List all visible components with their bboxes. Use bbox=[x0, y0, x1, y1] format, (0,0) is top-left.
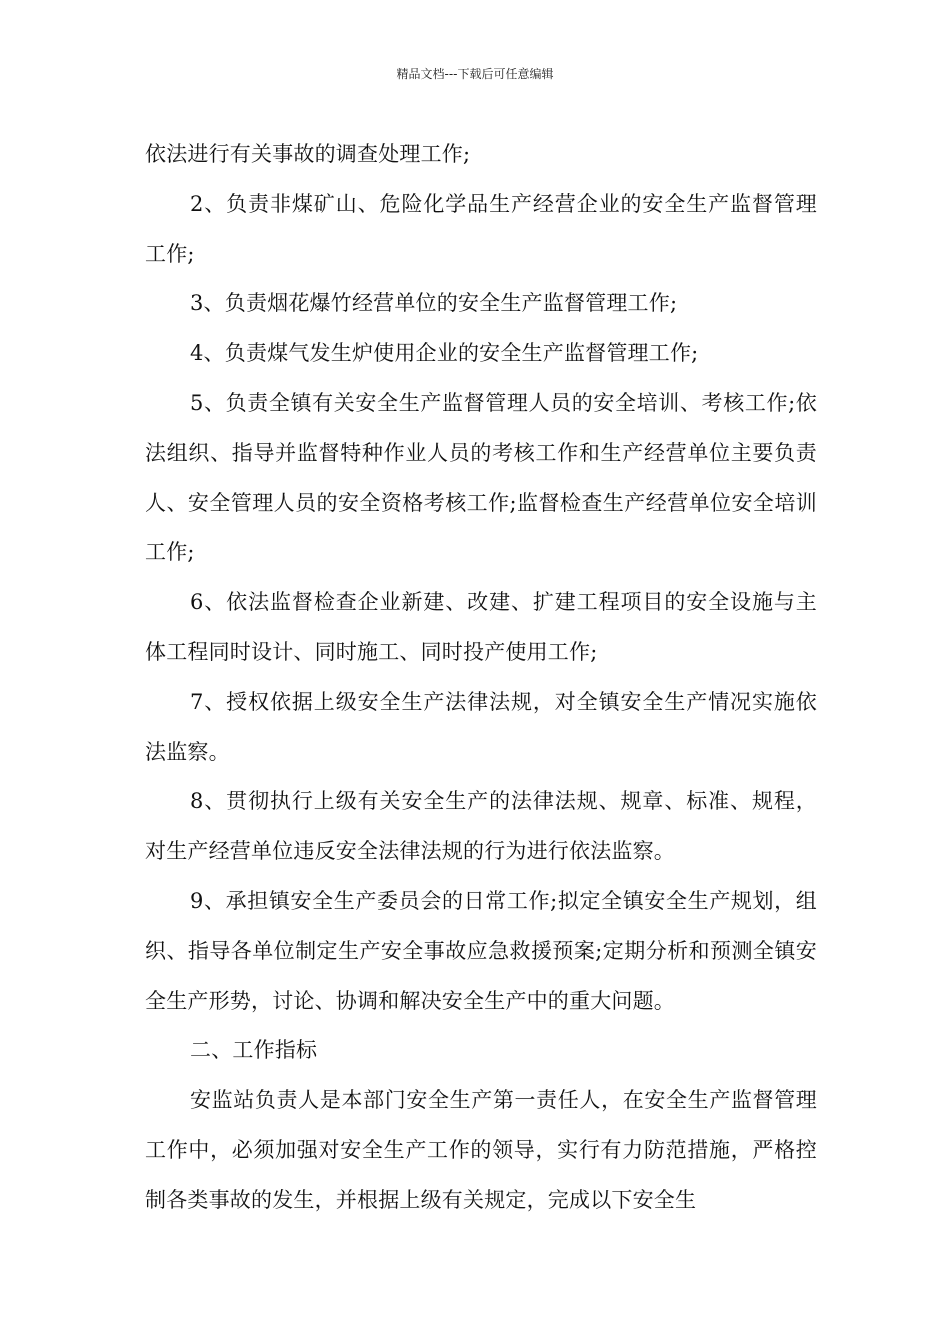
paragraph-item-3: 3、负责烟花爆竹经营单位的安全生产监督管理工作; bbox=[190, 291, 678, 316]
paragraph-item-2: 2、负责非煤矿山、危险化学品生产经营企业的安全生产监督管理工作; bbox=[145, 191, 817, 266]
paragraph-item-9: 9、承担镇安全生产委员会的日常工作;拟定全镇安全生产规划，组织、指导各单位制定生产安全事故应急救援预案;定期分析和预测全镇安全生产形势，讨论、协调和解决安全生产中的重大问题。 bbox=[145, 888, 817, 1013]
page-header: 精品文档---下载后可任意编辑 bbox=[396, 67, 554, 81]
paragraph-item-8: 8、贯彻执行上级有关安全生产的法律法规、规章、标准、规程，对生产经营单位违反安全法律法规的行为进行依法监察。 bbox=[145, 789, 817, 864]
paragraph-item-7: 7、授权依据上级安全生产法律法规，对全镇安全生产情况实施依法监察。 bbox=[145, 689, 817, 764]
paragraph-item-4: 4、负责煤气发生炉使用企业的安全生产监督管理工作; bbox=[190, 341, 699, 366]
section-heading: 二、工作指标 bbox=[190, 1038, 318, 1063]
paragraph-item-6: 6、依法监督检查企业新建、改建、扩建工程项目的安全设施与主体工程同时设计、同时施工、同时投产使用工作; bbox=[145, 590, 817, 664]
paragraph-item-5: 5、负责全镇有关安全生产监督管理人员的安全培训、考核工作;依法组织、指导并监督特种作业人员的考核工作和生产经营单位主要负责人、安全管理人员的安全资格考核工作;监督检查生产经营单位安全培训工作; bbox=[145, 390, 817, 565]
paragraph-work-targets: 安监站负责人是本部门安全生产第一责任人，在安全生产监督管理工作中，必须加强对安全生产工作的领导，实行有力防范措施，严格控制各类事故的发生，并根据上级有关规定，完成以下安全生 bbox=[145, 1088, 817, 1212]
document-body bbox=[145, 130, 817, 1226]
paragraph-continuation: 依法进行有关事故的调查处理工作; bbox=[145, 142, 471, 166]
